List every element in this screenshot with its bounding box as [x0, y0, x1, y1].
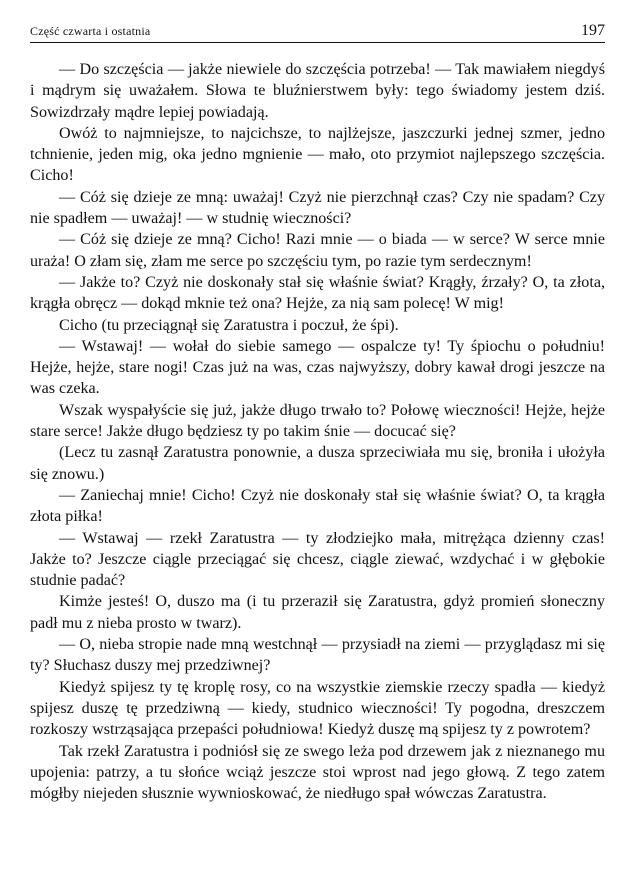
paragraph: Kimże jesteś! O, duszo ma (i tu przeraził się Zaratustra, gdyż promień słoneczny padł mu z nieba prosto w twarz).: [30, 593, 605, 632]
running-head: Część czwarta i ostatnia: [30, 24, 151, 38]
paragraph: Cicho (tu przeciągnął się Zaratustra i poczuł, że śpi).: [59, 316, 399, 334]
paragraph: (Lecz tu zasnął Zaratustra ponownie, a dusza sprzeciwiała mu się, broniła i ułożyła się znowu.): [30, 444, 605, 483]
paragraph: Owóż to najmniejsze, to najcichsze, to najlżejsze, jaszczurki jednej szmer, jedno tchnienie, jeden mig, oka jedno mgnienie — mało, oto przymiot najlepszego szczęścia. Cicho!: [30, 124, 605, 185]
paragraph: Kiedyż spijesz ty tę kroplę rosy, co na wszystkie ziemskie rzeczy spadła — kiedyż spijesz duszę tę przedziwną — kiedy, studnico wieczności! Ty pogodna, dreszczem rozkoszy wstrząsająca przepaści południowa! Kiedyż duszę mą spijesz ty z powrotem?: [30, 678, 605, 739]
paragraph: Wszak wyspałyście się już, jakże długo trwało to? Połowę wieczności! Hejże, hejże stare serce! Jakże długo będziesz ty po takim śnie — docucać się?: [30, 401, 605, 441]
paragraph: — Jakże to? Czyż nie doskonały stał się właśnie świat? Krągły, źrzały? O, ta złota, krągła obręcz — dokąd mknie też ona? Hejże, za nią sam polecę! W mig!: [30, 273, 605, 313]
page-header: [30, 20, 605, 43]
paragraph: — Zaniechaj mnie! Cicho! Czyż nie doskonały stał się właśnie świat? O, ta krągła złota piłka!: [30, 486, 605, 526]
paragraph: — Cóż się dzieje ze mną? Cicho! Razi mnie — o biada — w serce? W serce mnie uraża! O złam się, złam me serce po szczęściu tym, po razie tym serdecznym!: [30, 231, 605, 270]
paragraph: — Wstawaj! — wołał do siebie samego — ospalcze ty! Ty śpiochu o południu! Hejże, hejże, stare nogi! Czas już na was, czas najwyższy, dobry kawał drogi jeszcze na was czeka.: [30, 337, 605, 398]
page-number: 197: [581, 22, 605, 39]
paragraph: — Do szczęścia — jakże niewiele do szczęścia potrzeba! — Tak mawiałem niegdyś i mądrym się uważałem. Słowa te bluźnierstwem były: tego świadomy jestem dziś. Sowizdrzały mądre lepiej powiadają.: [30, 61, 605, 121]
paragraph: — O, nieba stropie nade mną westchnął — przysiadł na ziemi — przyglądasz mi się ty? Słuchasz duszy mej przedziwnej?: [30, 636, 605, 675]
paragraph: Tak rzekł Zaratustra i podniósł się ze swego leża pod drzewem jak z nieznanego mu upojenia: patrzy, a tu słońce wciąż jeszcze stoi wprost nad jego głową. Z tego zatem mógłby niejeden słusznie wywnioskować, że niedługo spał wówczas Zaratustra.: [30, 742, 605, 803]
paragraph: — Cóż się dzieje ze mną: uważaj! Czyż nie pierzchnął czas? Czy nie spadam? Czy nie spadłem — uważaj! — w studnię wieczności?: [30, 188, 605, 228]
body-text: [30, 59, 605, 804]
paragraph: — Wstawaj — rzekł Zaratustra — ty złodziejko mała, mitrężąca dzienny czas! Jakże to? Jeszcze ciągle przeciągać się chcesz, ciągle ziewać, wzdychać i w głębokie studnie padać?: [30, 529, 605, 590]
